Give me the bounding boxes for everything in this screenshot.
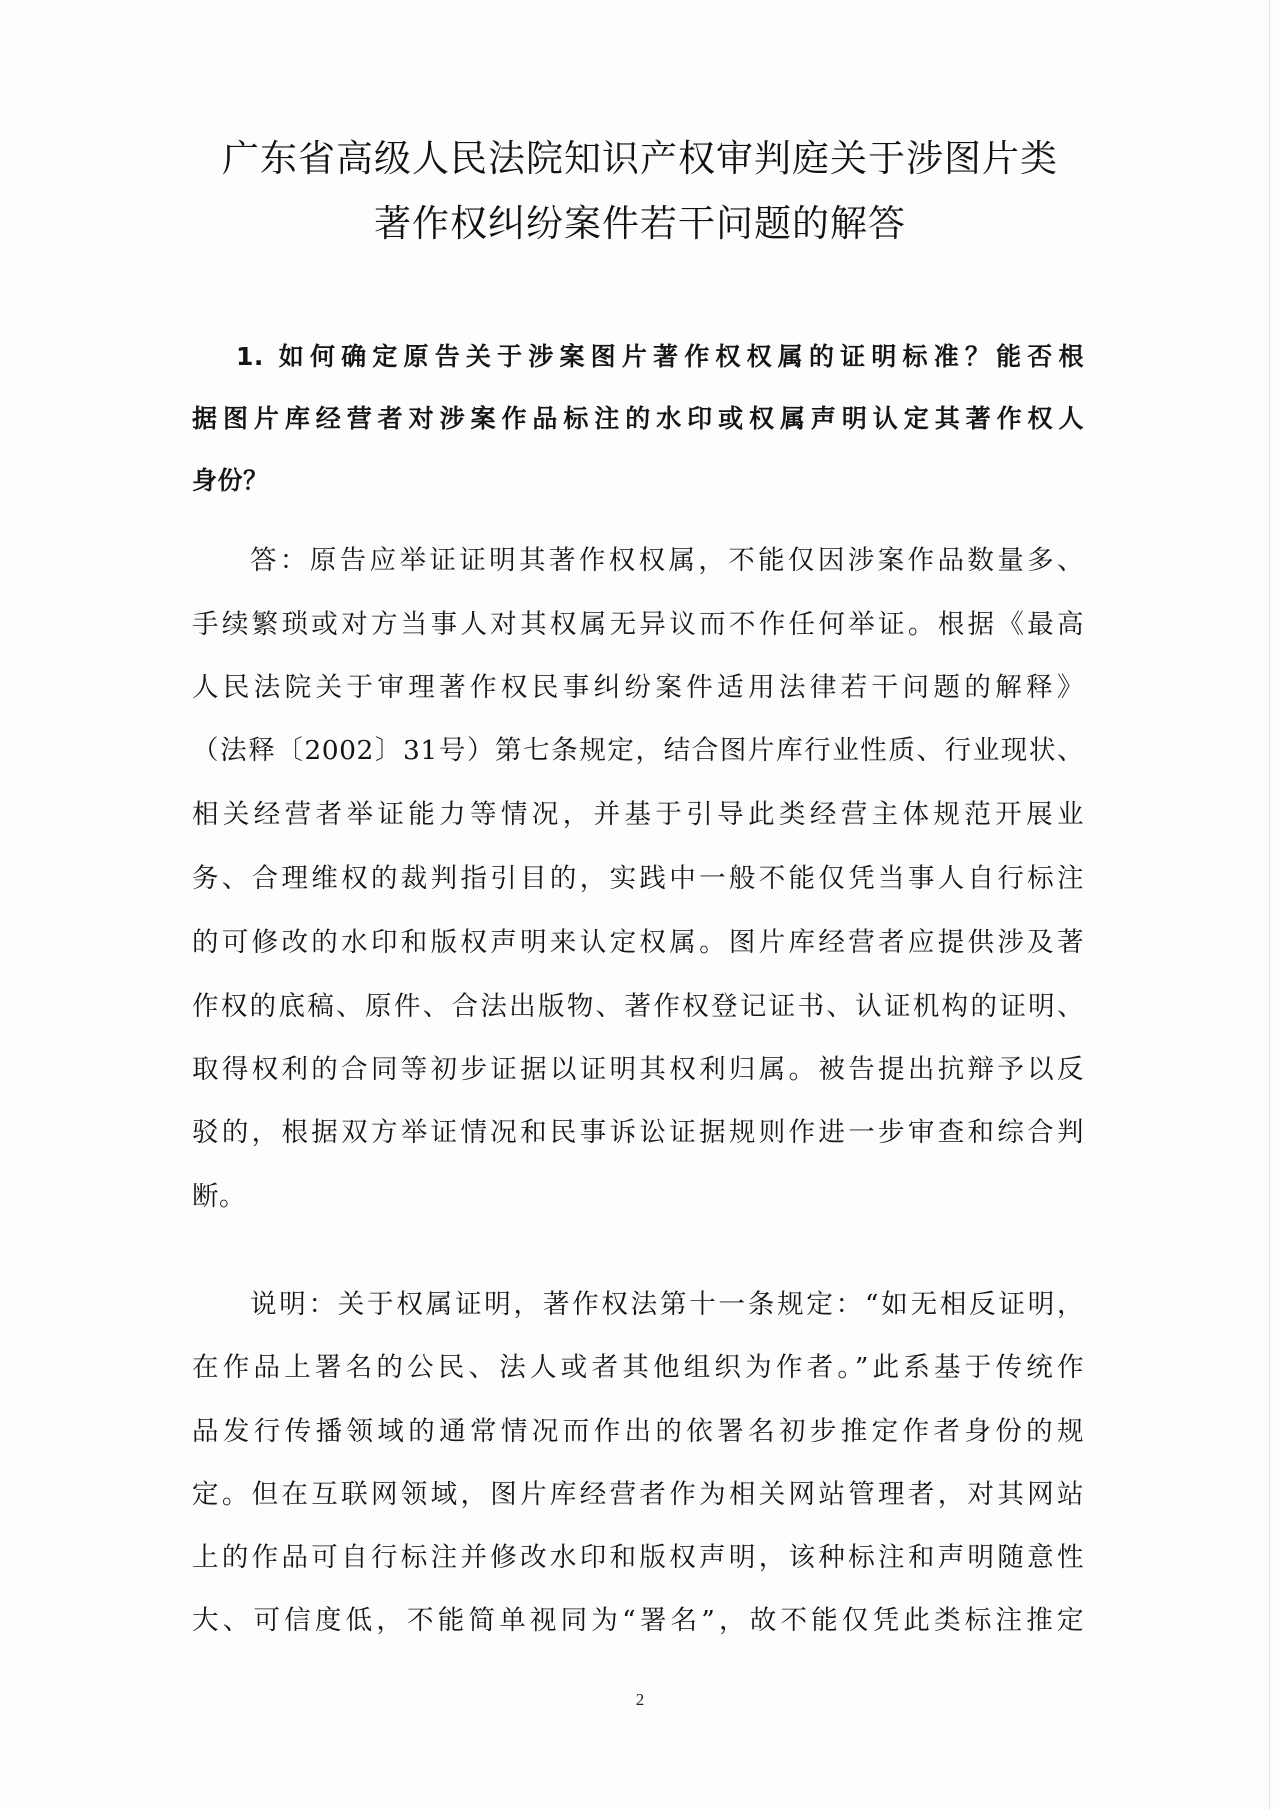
answer-line: 驳的，根据双方举证情况和民事诉讼证据规则作进一步审查和综合判 xyxy=(192,1117,1084,1148)
answer-line: （法释〔2002〕31号）第七条规定，结合图片库行业性质、行业现状、 xyxy=(192,735,1084,766)
explanation-line: 说明：关于权属证明，著作权法第十一条规定：“如无相反证明， xyxy=(250,1289,1084,1320)
answer-line: 取得权利的合同等初步证据以证明其权利归属。被告提出抗辩予以反 xyxy=(192,1054,1084,1085)
answer-line: 相关经营者举证能力等情况，并基于引导此类经营主体规范开展业 xyxy=(192,799,1084,830)
document-title-line-1: 广东省高级人民法院知识产权审判庭关于涉图片类 xyxy=(222,137,1058,180)
question-line: 身份？ xyxy=(192,466,269,495)
question-line: 1. 如何确定原告关于涉案图片著作权权属的证明标准？能否根 xyxy=(236,342,1084,371)
explanation-line: 上的作品可自行标注并修改水印和版权声明，该种标注和声明随意性 xyxy=(192,1542,1084,1573)
explanation-line: 在作品上署名的公民、法人或者其他组织为作者。”此系基于传统作 xyxy=(192,1352,1084,1383)
answer-line: 断。 xyxy=(192,1181,246,1212)
answer-line: 手续繁琐或对方当事人对其权属无异议而不作任何举证。根据《最高 xyxy=(192,609,1084,640)
answer-line: 答：原告应举证证明其著作权权属，不能仅因涉案作品数量多、 xyxy=(250,545,1084,576)
question-line: 据图片库经营者对涉案作品标注的水印或权属声明认定其著作权人 xyxy=(192,404,1084,433)
explanation-line: 大、可信度低，不能简单视同为“署名”，故不能仅凭此类标注推定 xyxy=(192,1605,1084,1636)
explanation-line: 定。但在互联网领域，图片库经营者作为相关网站管理者，对其网站 xyxy=(192,1479,1084,1510)
answer-line: 的可修改的水印和版权声明来认定权属。图片库经营者应提供涉及著 xyxy=(192,927,1084,958)
answer-line: 人民法院关于审理著作权民事纠纷案件适用法律若干问题的解释》 xyxy=(192,672,1084,703)
answer-line: 作权的底稿、原件、合法出版物、著作权登记证书、认证机构的证明、 xyxy=(192,991,1084,1022)
explanation-line: 品发行传播领域的通常情况而作出的依署名初步推定作者身份的规 xyxy=(192,1416,1084,1447)
answer-line: 务、合理维权的裁判指引目的，实践中一般不能仅凭当事人自行标注 xyxy=(192,863,1084,894)
page-number: 2 xyxy=(635,1690,645,1709)
scan-edge-divider xyxy=(1269,0,1270,1810)
document-title-line-2: 著作权纠纷案件若干问题的解答 xyxy=(374,202,906,245)
